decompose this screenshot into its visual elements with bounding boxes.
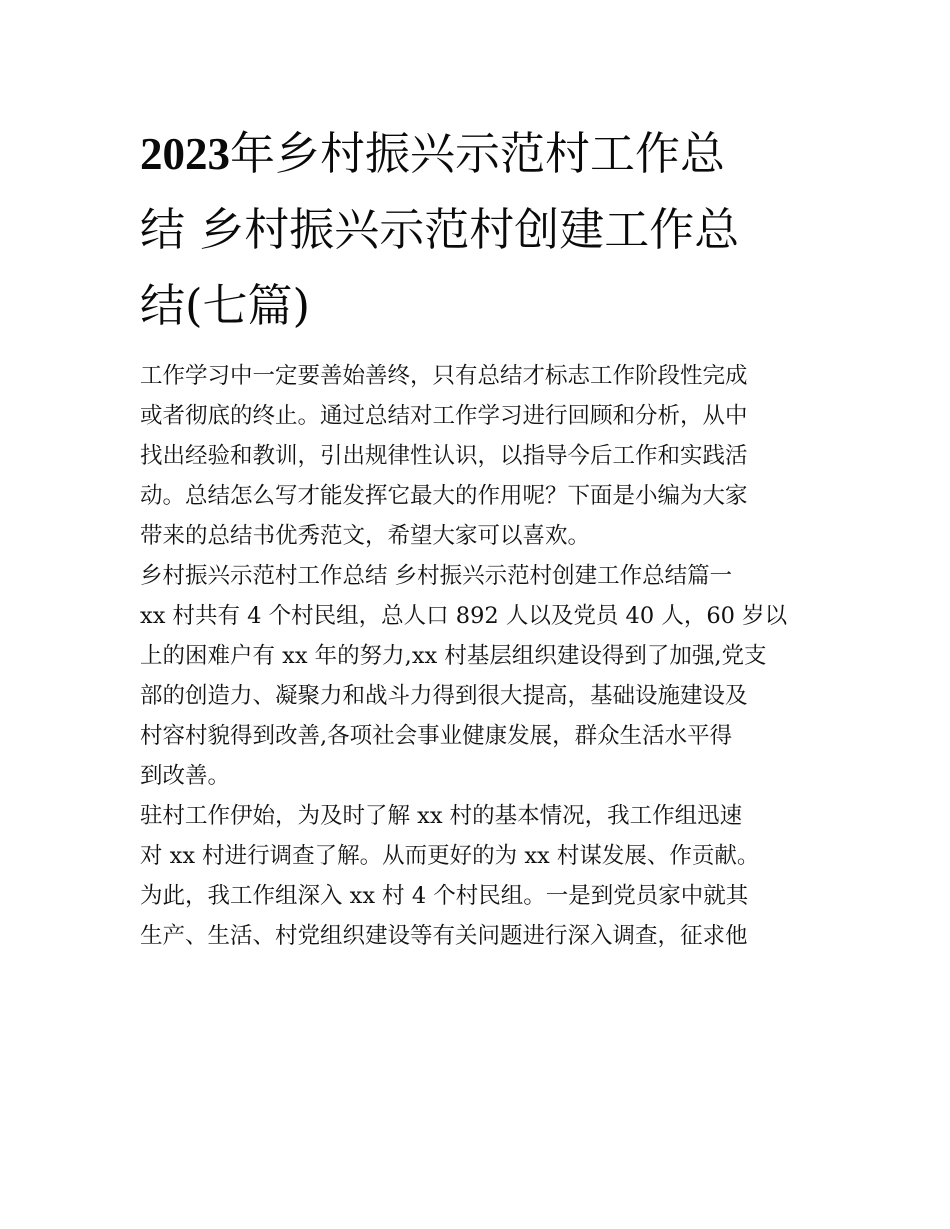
work-start-paragraph: [140, 796, 815, 956]
paragraph-line: 驻村工作伊始，为及时了解 xx 村的基本情况，我工作组迅速: [140, 803, 743, 829]
title-line-1: 年乡村振兴示范村工作总: [230, 127, 726, 180]
section-heading: [140, 556, 815, 596]
document-title: [140, 116, 815, 344]
section-heading-text: 乡村振兴示范村工作总结 乡村振兴示范村创建工作总结篇一: [140, 563, 733, 589]
paragraph-line: 为此，我工作组深入 xx 村 4 个村民组。一是到党员家中就其: [140, 883, 749, 909]
paragraph-line: 工作学习中一定要善始善终，只有总结才标志工作阶段性完成: [140, 363, 748, 389]
paragraph-line: 到改善。: [140, 763, 231, 789]
paragraph-line: 对 xx 村进行调查了解。从而更好的为 xx 村谋发展、作贡献。: [140, 843, 760, 869]
paragraph-line: 上的困难户有 xx 年的努力,xx 村基层组织建设得到了加强,党支: [140, 643, 767, 669]
intro-paragraph: [140, 356, 815, 556]
paragraph-line: 找出经验和教训，引出规律性认识，以指导今后工作和实践活: [140, 443, 748, 469]
paragraph-line: 带来的总结书优秀范文，希望大家可以喜欢。: [140, 523, 591, 549]
paragraph-line: 生产、生活、村党组织建设等有关问题进行深入调查，征求他: [140, 923, 748, 949]
paragraph-line: 动。总结怎么写才能发挥它最大的作用呢？下面是小编为大家: [140, 483, 748, 509]
title-line-2: 结 乡村振兴示范村创建工作总: [140, 203, 740, 256]
paragraph-line: 部的创造力、凝聚力和战斗力得到很大提高，基础设施建设及: [140, 683, 748, 709]
village-summary-paragraph: [140, 596, 815, 796]
title-year: 2023: [140, 129, 230, 179]
paragraph-line: xx 村共有 4 个村民组，总人口 892 人以及党员 40 人，60 岁以: [140, 603, 788, 629]
document-content: [140, 116, 815, 956]
paragraph-line: 村容村貌得到改善,各项社会事业健康发展，群众生活水平得: [140, 723, 733, 749]
title-line-3: 结(七篇): [140, 279, 311, 332]
paragraph-line: 或者彻底的终止。通过总结对工作学习进行回顾和分析，从中: [140, 403, 748, 429]
